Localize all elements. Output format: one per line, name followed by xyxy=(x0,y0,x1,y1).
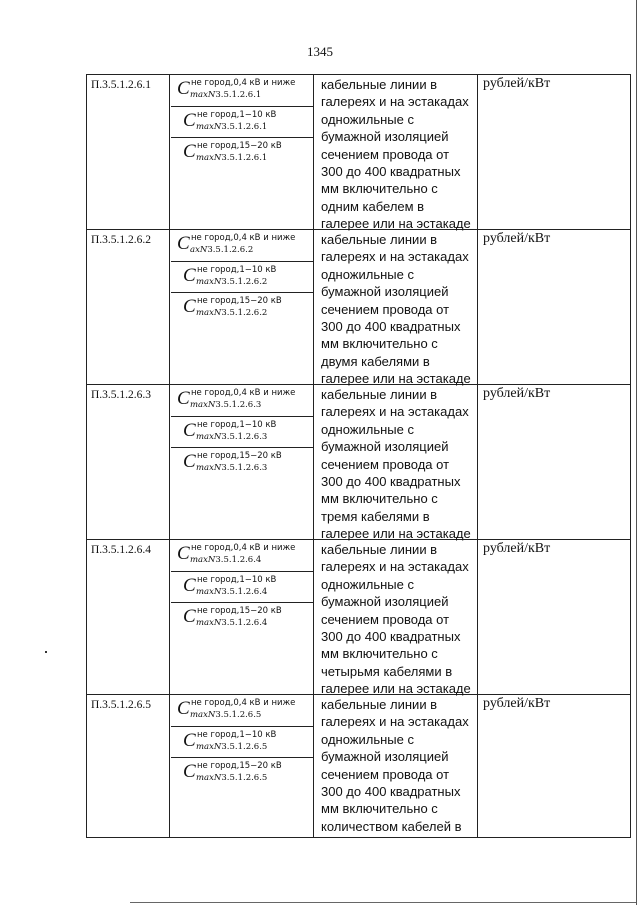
formula-symbol: C xyxy=(177,78,190,99)
formula-cell xyxy=(171,540,313,570)
formula-superscript: не город,0,4 кВ и ниже xyxy=(191,388,296,398)
unit-cell: рублей/кВт xyxy=(483,541,551,556)
formula-subscript xyxy=(190,555,261,565)
formula-superscript: не город,0,4 кВ и ниже xyxy=(191,233,296,243)
formula-subscript-variable: maxN xyxy=(196,773,222,783)
row-code: П.3.5.1.2.6.4 xyxy=(91,544,152,556)
formula-subscript-code: 3.5.1.2.6.4 xyxy=(221,587,268,597)
row-code: П.3.5.1.2.6.1 xyxy=(91,79,152,91)
formula-subscript xyxy=(190,90,261,100)
description-line: сечением провода от xyxy=(321,146,450,162)
formula-superscript: не город,0,4 кВ и ниже xyxy=(191,698,296,708)
formula-symbol: C xyxy=(183,141,196,162)
formula-subscript xyxy=(196,308,267,318)
description-line: сечением провода от xyxy=(321,611,450,627)
formula-subscript-code: 3.5.1.2.6.3 xyxy=(221,432,268,442)
formula-cell xyxy=(171,230,313,260)
formula-subscript xyxy=(190,710,261,720)
description-line: 300 до 400 квадратных xyxy=(321,164,461,180)
column-divider xyxy=(313,695,314,837)
formula-superscript: не город,15−20 кВ xyxy=(197,606,282,616)
description-line: 300 до 400 квадратных xyxy=(321,784,461,800)
formula-superscript: не город,0,4 кВ и ниже xyxy=(191,543,296,553)
description-line: сечением провода от xyxy=(321,456,450,472)
formula-cell xyxy=(171,416,313,446)
formula-superscript: не город,1−10 кВ xyxy=(197,575,277,585)
description-line: 300 до 400 квадратных xyxy=(321,474,461,490)
formula-subscript-code: 3.5.1.2.6.3 xyxy=(215,400,262,410)
formula-symbol: C xyxy=(183,110,196,131)
formula-symbol: C xyxy=(183,265,196,286)
formula-cell xyxy=(171,137,313,167)
formula-symbol: C xyxy=(177,388,190,409)
formula-symbol: C xyxy=(183,451,196,472)
description-line: бумажной изоляцией xyxy=(321,129,449,145)
formula-subscript-code: 3.5.1.2.6.2 xyxy=(207,245,254,255)
formula-subscript xyxy=(196,618,267,628)
formula-subscript xyxy=(196,587,267,597)
unit-cell: рублей/кВт xyxy=(483,386,551,401)
formula-subscript xyxy=(196,463,267,473)
description-line: мм включительно с xyxy=(321,181,438,197)
formula-subscript xyxy=(196,432,267,442)
formula-symbol: C xyxy=(183,606,196,627)
column-divider xyxy=(169,695,170,837)
description-line: бумажной изоляцией xyxy=(321,594,449,610)
description-line: сечением провода от xyxy=(321,766,450,782)
formula-cell xyxy=(171,106,313,136)
description-line: мм включительно с xyxy=(321,646,438,662)
unit-cell: рублей/кВт xyxy=(483,696,551,711)
table-row xyxy=(86,230,631,385)
column-divider xyxy=(169,230,170,384)
formula-cell xyxy=(171,292,313,322)
formula-symbol: C xyxy=(183,420,196,441)
description-line: одним кабелем в xyxy=(321,198,425,214)
formula-subscript-variable: maxN xyxy=(196,463,222,473)
formula-subscript-variable: maxN xyxy=(190,400,216,410)
description-line: бумажной изоляцией xyxy=(321,749,449,765)
formula-subscript-variable: maxN xyxy=(190,90,216,100)
unit-cell: рублей/кВт xyxy=(483,76,551,91)
formula-subscript-variable: maxN xyxy=(196,153,222,163)
formula-cell xyxy=(171,757,313,787)
description-line: бумажной изоляцией xyxy=(321,284,449,300)
formula-cell xyxy=(171,571,313,601)
formula-subscript-code: 3.5.1.2.6.1 xyxy=(221,122,268,132)
column-divider xyxy=(313,230,314,384)
description-line: кабельные линии в xyxy=(321,387,438,402)
row-code: П.3.5.1.2.6.5 xyxy=(91,699,152,711)
formula-subscript-code: 3.5.1.2.6.4 xyxy=(215,555,262,565)
description-line: галерее или на эстакаде xyxy=(321,216,471,232)
formula-superscript: не город,1−10 кВ xyxy=(197,420,277,430)
column-divider xyxy=(169,385,170,539)
formula-superscript: не город,15−20 кВ xyxy=(197,141,282,151)
table-row xyxy=(86,385,631,540)
row-code: П.3.5.1.2.6.3 xyxy=(91,389,152,401)
formula-subscript xyxy=(190,400,261,410)
formula-subscript xyxy=(196,153,267,163)
formula-cell xyxy=(171,385,313,415)
formula-symbol: C xyxy=(183,730,196,751)
formula-cell xyxy=(171,602,313,632)
table-row xyxy=(86,75,631,230)
formula-subscript-code: 3.5.1.2.6.1 xyxy=(215,90,262,100)
description-line: двумя кабелями в xyxy=(321,353,430,369)
formula-symbol: C xyxy=(183,761,196,782)
formula-cell xyxy=(171,75,313,105)
column-divider xyxy=(313,385,314,539)
table-row xyxy=(86,540,631,695)
formula-subscript-variable: maxN xyxy=(196,742,222,752)
formula-subscript-variable: maxN xyxy=(196,587,222,597)
description-line: галереях и на эстакадах xyxy=(321,249,469,265)
formula-symbol: C xyxy=(177,543,190,564)
description-cell xyxy=(321,696,481,835)
table-row xyxy=(86,695,631,838)
column-divider xyxy=(313,540,314,694)
description-line: четырьмя кабелями в xyxy=(321,663,453,679)
description-line: галерее или на эстакаде xyxy=(321,681,471,697)
description-line: галерее или на эстакаде xyxy=(321,526,471,542)
formula-subscript-variable: maxN xyxy=(196,618,222,628)
description-line: одножильные с xyxy=(321,576,414,592)
formula-superscript: не город,1−10 кВ xyxy=(197,730,277,740)
description-line: 300 до 400 квадратных xyxy=(321,629,461,645)
formula-subscript xyxy=(196,122,267,132)
tariff-table xyxy=(86,74,631,838)
description-line: одножильные с xyxy=(321,421,414,437)
row-code: П.3.5.1.2.6.2 xyxy=(91,234,152,246)
description-line: одножильные с xyxy=(321,266,414,282)
description-cell xyxy=(321,386,481,543)
column-divider xyxy=(169,540,170,694)
description-line: кабельные линии в xyxy=(321,542,438,557)
page-edge-bottom xyxy=(130,902,636,903)
page-edge-right xyxy=(636,0,637,905)
formula-subscript xyxy=(196,742,267,752)
description-line: мм включительно с xyxy=(321,336,438,352)
formula-symbol: C xyxy=(177,698,190,719)
formula-subscript-variable: maxN xyxy=(196,308,222,318)
formula-symbol: C xyxy=(177,233,190,254)
description-line: галереях и на эстакадах xyxy=(321,714,469,730)
description-line: одножильные с xyxy=(321,111,414,127)
description-line: галереях и на эстакадах xyxy=(321,404,469,420)
formula-symbol: C xyxy=(183,296,196,317)
description-cell xyxy=(321,76,481,233)
scan-speck xyxy=(45,651,47,653)
description-line: кабельные линии в xyxy=(321,77,438,92)
unit-cell: рублей/кВт xyxy=(483,231,551,246)
formula-cell xyxy=(171,695,313,725)
column-divider xyxy=(313,75,314,229)
description-cell xyxy=(321,541,481,698)
description-line: галерее или на эстакаде xyxy=(321,371,471,387)
description-line: тремя кабелями в xyxy=(321,508,430,524)
description-line: одножильные с xyxy=(321,731,414,747)
formula-cell xyxy=(171,726,313,756)
formula-superscript: не город,15−20 кВ xyxy=(197,296,282,306)
formula-subscript-variable: maxN xyxy=(190,555,216,565)
description-line: кабельные линии в xyxy=(321,697,438,712)
formula-subscript-code: 3.5.1.2.6.1 xyxy=(221,153,268,163)
formula-subscript xyxy=(196,773,267,783)
formula-subscript-code: 3.5.1.2.6.2 xyxy=(221,308,268,318)
page-number: 1345 xyxy=(307,44,333,59)
description-line: количеством кабелей в xyxy=(321,818,462,834)
formula-subscript-code: 3.5.1.2.6.4 xyxy=(221,618,268,628)
formula-subscript-code: 3.5.1.2.6.5 xyxy=(221,773,268,783)
formula-subscript-code: 3.5.1.2.6.2 xyxy=(221,277,268,287)
description-line: галереях и на эстакадах xyxy=(321,559,469,575)
formula-subscript xyxy=(196,277,267,287)
description-line: бумажной изоляцией xyxy=(321,439,449,455)
formula-superscript: не город,1−10 кВ xyxy=(197,265,277,275)
formula-cell xyxy=(171,447,313,477)
description-line: галереях и на эстакадах xyxy=(321,94,469,110)
formula-subscript-variable: maxN xyxy=(190,710,216,720)
formula-subscript-code: 3.5.1.2.6.5 xyxy=(215,710,262,720)
formula-superscript: не город,15−20 кВ xyxy=(197,761,282,771)
description-line: 300 до 400 квадратных xyxy=(321,319,461,335)
formula-subscript-variable: axN xyxy=(190,245,208,255)
formula-subscript-code: 3.5.1.2.6.5 xyxy=(221,742,268,752)
formula-superscript: не город,0,4 кВ и ниже xyxy=(191,78,296,88)
description-line: мм включительно с xyxy=(321,491,438,507)
formula-subscript xyxy=(190,245,253,255)
formula-superscript: не город,15−20 кВ xyxy=(197,451,282,461)
description-line: сечением провода от xyxy=(321,301,450,317)
formula-subscript-variable: maxN xyxy=(196,122,222,132)
formula-cell xyxy=(171,261,313,291)
column-divider xyxy=(169,75,170,229)
formula-subscript-code: 3.5.1.2.6.3 xyxy=(221,463,268,473)
description-line: кабельные линии в xyxy=(321,232,438,247)
description-cell xyxy=(321,231,481,388)
formula-subscript-variable: maxN xyxy=(196,432,222,442)
formula-symbol: C xyxy=(183,575,196,596)
description-line: мм включительно с xyxy=(321,801,438,817)
formula-superscript: не город,1−10 кВ xyxy=(197,110,277,120)
formula-subscript-variable: maxN xyxy=(196,277,222,287)
